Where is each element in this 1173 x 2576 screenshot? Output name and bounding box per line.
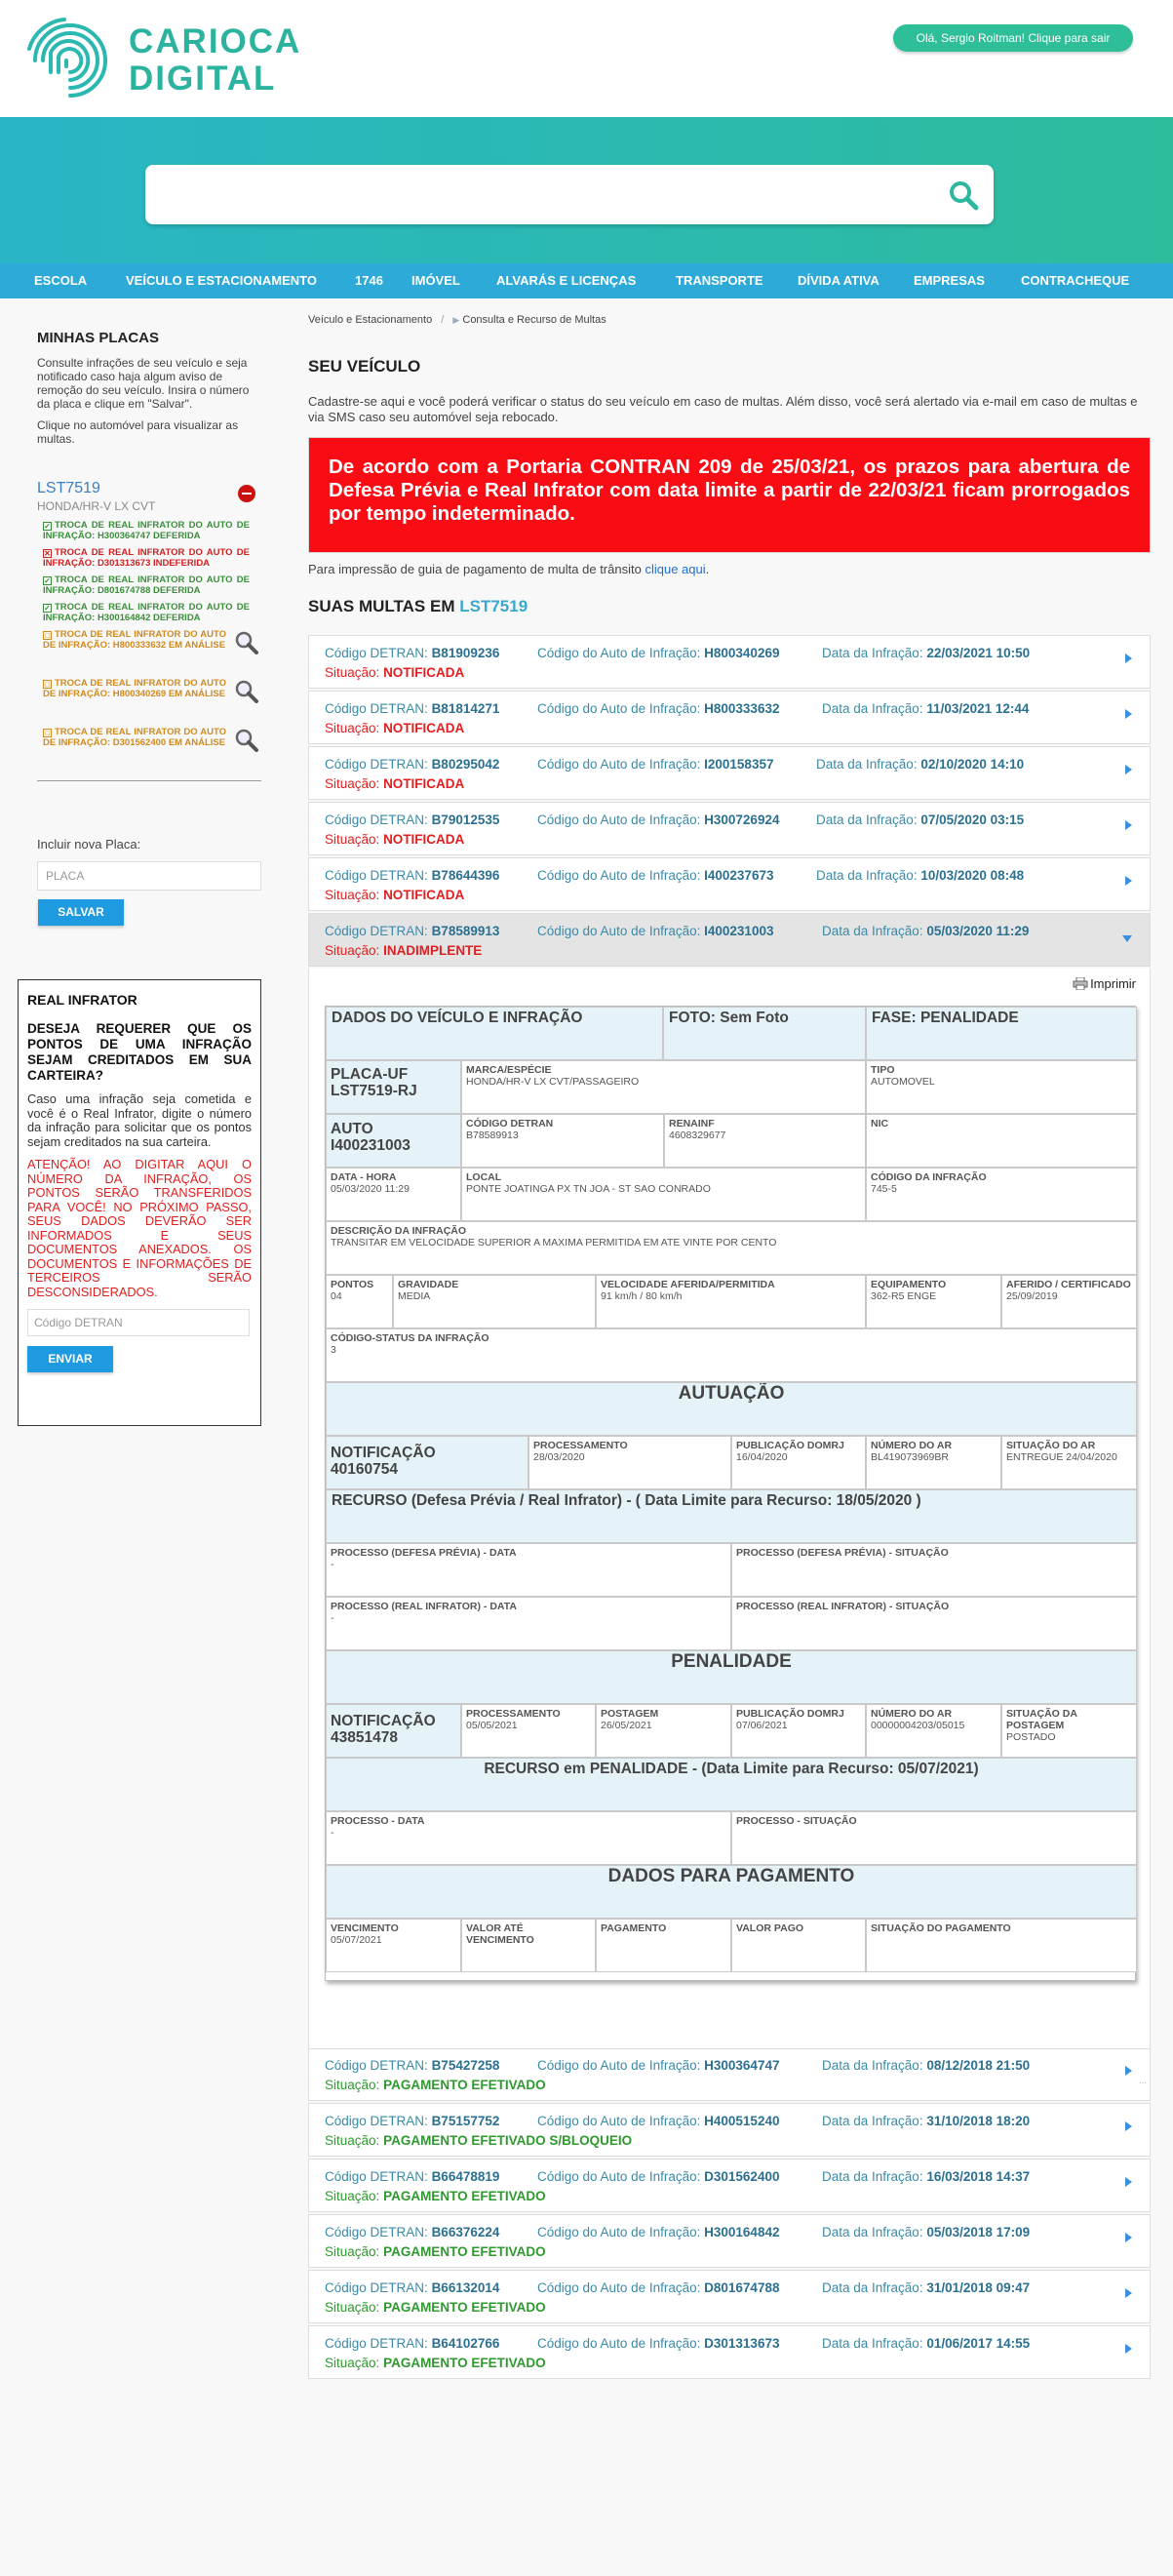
fine-detail-table bbox=[325, 1006, 1136, 1981]
venc-label: VENCIMENTO bbox=[331, 1922, 399, 1934]
spost-cell bbox=[1001, 1704, 1137, 1758]
real-infrator-question: DESEJA REQUERER QUE OS PONTOS DE UMA INFRAÇÃO SEJAM CREDITADOS EM SUA CARTEIRA? bbox=[27, 1021, 252, 1083]
fine-date: Data da Infração: 01/06/2017 14:55 bbox=[822, 2336, 1031, 2351]
header bbox=[0, 0, 1173, 117]
pdp-data-value: - bbox=[331, 1559, 334, 1570]
equip-label: EQUIPAMENTO bbox=[871, 1279, 947, 1290]
expand-arrow-icon[interactable] bbox=[1125, 876, 1132, 886]
fine-auto-code: Código do Auto de Infração: H800333632 bbox=[537, 701, 780, 716]
vel-value: 91 km/h / 80 km/h bbox=[601, 1290, 683, 1302]
post-label: POSTAGEM bbox=[601, 1708, 659, 1720]
fine-auto-code: Código do Auto de Infração: H300364747 bbox=[537, 2058, 780, 2073]
heading-penalidade: PENALIDADE bbox=[326, 1650, 1137, 1704]
fine-detran-code: Código DETRAN: B81814271 bbox=[325, 701, 500, 716]
fine-status: Situação: NOTIFICADA bbox=[325, 776, 465, 791]
auto-label: AUTO bbox=[331, 1121, 373, 1137]
fine-row[interactable] bbox=[308, 2159, 1151, 2212]
detran-code-input[interactable]: Código DETRAN bbox=[27, 1309, 250, 1336]
nav-item-escola[interactable]: ESCOLA bbox=[34, 273, 88, 288]
fine-status: Situação: NOTIFICADA bbox=[325, 665, 465, 680]
check-icon: ✓ bbox=[44, 604, 51, 613]
afer-value: 25/09/2019 bbox=[1006, 1290, 1058, 1302]
nav-item-alvaras[interactable]: ALVARÁS E LICENÇAS bbox=[496, 273, 637, 288]
fine-row[interactable] bbox=[308, 2325, 1151, 2379]
local-cell bbox=[461, 1168, 866, 1221]
fine-date: Data da Infração: 05/03/2020 11:29 bbox=[822, 924, 1030, 938]
print-label: Imprimir bbox=[1090, 976, 1136, 991]
x-icon: ✕ bbox=[44, 549, 51, 558]
fine-auto-code: Código do Auto de Infração: H400515240 bbox=[537, 2114, 780, 2128]
pub2-value: 07/06/2021 bbox=[736, 1720, 788, 1731]
fine-auto-code: Código do Auto de Infração: I400237673 bbox=[537, 868, 774, 883]
nav-item-veiculo[interactable]: VEÍCULO E ESTACIONAMENTO bbox=[126, 273, 317, 288]
marca-cell bbox=[461, 1060, 866, 1114]
pdp-data-cell bbox=[326, 1543, 731, 1597]
fine-date: Data da Infração: 31/01/2018 09:47 bbox=[822, 2280, 1031, 2295]
fine-auto-code: Código do Auto de Infração: I200158357 bbox=[537, 757, 774, 772]
fine-row[interactable] bbox=[308, 857, 1151, 911]
proc-sit-label: PROCESSO - SITUAÇÃO bbox=[736, 1815, 857, 1827]
fine-row[interactable] bbox=[308, 913, 1151, 967]
fine-status: Situação: PAGAMENTO EFETIVADO bbox=[325, 2356, 546, 2370]
fine-detran-code: Código DETRAN: B66478819 bbox=[325, 2169, 500, 2184]
fine-auto-code: Código do Auto de Infração: D801674788 bbox=[537, 2280, 780, 2295]
local-label: LOCAL bbox=[466, 1171, 502, 1183]
pending-icon: □ bbox=[43, 631, 52, 640]
nar2-label: NÚMERO DO AR bbox=[871, 1708, 953, 1720]
infraction-item bbox=[43, 629, 226, 651]
infraction-item bbox=[43, 727, 226, 748]
expand-arrow-icon[interactable] bbox=[1125, 820, 1132, 830]
expand-arrow-icon[interactable] bbox=[1125, 2177, 1132, 2187]
tipo-label: TIPO bbox=[871, 1064, 895, 1076]
expand-arrow-icon[interactable] bbox=[1125, 709, 1132, 719]
proc1-value: 28/03/2020 bbox=[533, 1451, 585, 1463]
fine-auto-code: Código do Auto de Infração: I400231003 bbox=[537, 924, 774, 938]
pending-icon: □ bbox=[43, 680, 52, 689]
fine-detran-code: Código DETRAN: B80295042 bbox=[325, 757, 500, 772]
infraction-text: TROCA DE REAL INFRATOR DO AUTO DE INFRAÇÃO: D301313673 INDEFERIDA bbox=[43, 547, 250, 569]
sar1-cell bbox=[1001, 1436, 1137, 1489]
expand-arrow-icon[interactable] bbox=[1125, 2288, 1132, 2298]
nav-item-contracheque[interactable]: CONTRACHEQUE bbox=[1021, 273, 1130, 288]
magnifier-icon[interactable] bbox=[234, 728, 259, 753]
nic-label: NIC bbox=[871, 1118, 889, 1129]
afer-cell bbox=[1001, 1275, 1137, 1328]
renainf-cell bbox=[664, 1114, 866, 1168]
fine-date: Data da Infração: 02/10/2020 14:10 bbox=[816, 757, 1025, 772]
auto-value: I400231003 bbox=[331, 1137, 411, 1154]
magnifier-icon[interactable] bbox=[234, 679, 259, 704]
nav-item-empresas[interactable]: EMPRESAS bbox=[914, 273, 985, 288]
proc2-value: 05/05/2021 bbox=[466, 1720, 518, 1731]
datahora-value: 05/03/2020 11:29 bbox=[331, 1183, 410, 1195]
breadcrumb-link[interactable]: Veículo e Estacionamento bbox=[308, 314, 433, 326]
search-box bbox=[145, 165, 994, 224]
nav-item-imovel[interactable]: IMÓVEL bbox=[411, 273, 460, 288]
fines-title bbox=[308, 597, 528, 616]
fine-date: Data da Infração: 07/05/2020 03:15 bbox=[816, 812, 1025, 827]
check-icon: ✓ bbox=[44, 576, 51, 585]
proc1-label: PROCESSAMENTO bbox=[533, 1440, 628, 1451]
fine-status: Situação: PAGAMENTO EFETIVADO bbox=[325, 2078, 546, 2092]
proc-sit-cell bbox=[731, 1811, 1137, 1865]
fine-detran-code: Código DETRAN: B75427258 bbox=[325, 2058, 500, 2073]
nic-cell bbox=[866, 1114, 1137, 1168]
logout-button[interactable]: Olá, Sergio Roitman! Clique para sair bbox=[893, 24, 1133, 52]
pub1-value: 16/04/2020 bbox=[736, 1451, 788, 1463]
fine-auto-code: Código do Auto de Infração: H300726924 bbox=[537, 812, 780, 827]
nar1-value: BL419073969BR bbox=[871, 1451, 949, 1463]
expand-arrow-icon[interactable] bbox=[1125, 2066, 1132, 2076]
real-infrator-text: Caso uma infração seja cometida e você é o Real Infrator, digite o número da infração para solicitar que os pontos sejam creditados na sua carteira. bbox=[27, 1091, 252, 1149]
placa-value: LST7519-RJ bbox=[331, 1083, 417, 1099]
sidebar-title: MINHAS PLACAS bbox=[37, 330, 160, 346]
fine-detran-code: Código DETRAN: B78589913 bbox=[325, 924, 500, 938]
post-value: 26/05/2021 bbox=[601, 1720, 652, 1731]
real-infrator-box bbox=[18, 979, 261, 1426]
equip-value: 362-R5 ENGE bbox=[871, 1290, 937, 1302]
fine-status: Situação: NOTIFICADA bbox=[325, 832, 465, 847]
detran-cell bbox=[461, 1114, 664, 1168]
print-guide-end: . bbox=[705, 562, 710, 576]
pontos-cell bbox=[326, 1275, 393, 1328]
notif1-value: 40160754 bbox=[331, 1461, 398, 1478]
plate-model: HONDA/HR-V LX CVT bbox=[37, 499, 156, 513]
recurso1-heading: RECURSO (Defesa Prévia / Real Infrator) - ( Data Limite para Recurso: 18/05/2020 ) bbox=[326, 1489, 1137, 1543]
search-banner bbox=[0, 117, 1173, 263]
heading-pagamento: DADOS PARA PAGAMENTO bbox=[326, 1865, 1137, 1919]
detran-value: B78589913 bbox=[466, 1129, 519, 1141]
venc-cell bbox=[326, 1919, 461, 1972]
fine-detran-code: Código DETRAN: B64102766 bbox=[325, 2336, 500, 2351]
sar1-label: SITUAÇÃO DO AR bbox=[1006, 1440, 1096, 1451]
fine-detran-code: Código DETRAN: B75157752 bbox=[325, 2114, 500, 2128]
sidebar-intro: Consulte infrações de seu veículo e seja notificado caso haja algum aviso de remoção do seu veículo. Insira o número da placa e clique em "Salvar". bbox=[37, 356, 250, 411]
fine-detran-code: Código DETRAN: B78644396 bbox=[325, 868, 500, 883]
pag-cell bbox=[596, 1919, 731, 1972]
expand-arrow-icon[interactable] bbox=[1125, 765, 1132, 774]
heading-foto: FOTO: Sem Foto bbox=[663, 1007, 866, 1060]
grav-value: MEDIA bbox=[398, 1290, 431, 1302]
sidebar bbox=[37, 322, 261, 446]
infraction-text: TROCA DE REAL INFRATOR DO AUTO DE INFRAÇÃO: H800340269 EM ANÁLISE bbox=[43, 678, 226, 699]
fine-auto-code: Código do Auto de Infração: H300164842 bbox=[537, 2225, 780, 2239]
pri-data-label: PROCESSO (REAL INFRATOR) - DATA bbox=[331, 1601, 517, 1612]
codstat-label: CÓDIGO-STATUS DA INFRAÇÃO bbox=[331, 1332, 489, 1344]
venc-value: 05/07/2021 bbox=[331, 1934, 382, 1946]
infraction-text: TROCA DE REAL INFRATOR DO AUTO DE INFRAÇÃO: D801674788 DEFERIDA bbox=[43, 575, 250, 596]
marca-value: HONDA/HR-V LX CVT/PASSAGEIRO bbox=[466, 1076, 640, 1088]
search-icon[interactable] bbox=[947, 178, 980, 212]
logo-line-1: CARIOCA bbox=[129, 22, 302, 60]
valor-cell bbox=[461, 1919, 596, 1972]
codinf-label: CÓDIGO DA INFRAÇÃO bbox=[871, 1171, 987, 1183]
codstat-cell bbox=[326, 1328, 1137, 1382]
vpago-label: VALOR PAGO bbox=[736, 1922, 804, 1934]
fine-status: Situação: PAGAMENTO EFETIVADO bbox=[325, 2244, 546, 2259]
fine-date: Data da Infração: 10/03/2020 08:48 bbox=[816, 868, 1025, 883]
expand-arrow-icon[interactable] bbox=[1125, 654, 1132, 663]
tipo-value: AUTOMOVEL bbox=[871, 1076, 935, 1088]
print-guide-line bbox=[308, 562, 709, 576]
fine-date: Data da Infração: 05/03/2018 17:09 bbox=[822, 2225, 1031, 2239]
expand-arrow-icon[interactable] bbox=[1125, 2344, 1132, 2354]
notif2-cell bbox=[326, 1704, 461, 1758]
pdp-sit-cell bbox=[731, 1543, 1137, 1597]
renainf-value: 4608329677 bbox=[669, 1129, 726, 1141]
fine-row[interactable] bbox=[308, 635, 1151, 689]
pag-label: PAGAMENTO bbox=[601, 1922, 667, 1934]
fine-detran-code: Código DETRAN: B66376224 bbox=[325, 2225, 500, 2239]
fine-date: Data da Infração: 31/10/2018 18:20 bbox=[822, 2114, 1031, 2128]
heading-fase: FASE: PENALIDADE bbox=[866, 1007, 1137, 1060]
codinf-cell bbox=[866, 1168, 1137, 1221]
fine-row[interactable] bbox=[308, 2270, 1151, 2323]
fine-row[interactable] bbox=[308, 2047, 1151, 2101]
desc-value: TRANSITAR EM VELOCIDADE SUPERIOR A MAXIMA PERMITIDA EM ATE VINTE POR CENTO bbox=[331, 1237, 777, 1248]
grav-label: GRAVIDADE bbox=[398, 1279, 459, 1290]
logo-text[interactable] bbox=[129, 23, 301, 98]
marca-label: MARCA/ESPÉCIE bbox=[466, 1064, 552, 1076]
detran-label: CÓDIGO DETRAN bbox=[466, 1118, 554, 1129]
fine-date: Data da Infração: 11/03/2021 12:44 bbox=[822, 701, 1030, 716]
nar2-cell bbox=[866, 1704, 1001, 1758]
datahora-cell bbox=[326, 1168, 461, 1221]
datahora-label: DATA - HORA bbox=[331, 1171, 397, 1183]
page-title: SEU VEÍCULO bbox=[308, 357, 421, 376]
desc-label: DESCRIÇÃO DA INFRAÇÃO bbox=[331, 1225, 467, 1237]
notif1-label: NOTIFICAÇÃO bbox=[331, 1445, 436, 1461]
nar2-value: 00000004203/05015 bbox=[871, 1720, 965, 1731]
nar1-cell bbox=[866, 1436, 1001, 1489]
desc-cell bbox=[326, 1221, 1137, 1275]
infraction-item bbox=[43, 678, 226, 699]
expand-arrow-icon[interactable] bbox=[1125, 2121, 1132, 2131]
renainf-label: RENAINF bbox=[669, 1118, 715, 1129]
infraction-text: TROCA DE REAL INFRATOR DO AUTO DE INFRAÇÃO: H800333632 EM ANÁLISE bbox=[43, 629, 226, 651]
pdp-data-label: PROCESSO (DEFESA PRÉVIA) - DATA bbox=[331, 1547, 517, 1559]
infraction-item bbox=[43, 575, 250, 596]
fines-title-plate: LST7519 bbox=[459, 597, 528, 615]
equip-cell bbox=[866, 1275, 1001, 1328]
infraction-item bbox=[43, 602, 250, 623]
main-nav bbox=[0, 263, 1173, 298]
collapse-arrow-icon[interactable] bbox=[1122, 935, 1132, 942]
fine-status: Situação: NOTIFICADA bbox=[325, 888, 465, 902]
fine-date: Data da Infração: 08/12/2018 21:50 bbox=[822, 2058, 1031, 2073]
pending-icon: □ bbox=[43, 729, 52, 737]
breadcrumb-arrow-icon: ▶ bbox=[452, 315, 460, 325]
nav-item-1746[interactable]: 1746 bbox=[355, 273, 383, 288]
check-icon: ✓ bbox=[44, 522, 51, 531]
fine-detran-code: Código DETRAN: B66132014 bbox=[325, 2280, 500, 2295]
valor-label: VALOR ATÉ VENCIMENTO bbox=[466, 1922, 534, 1946]
pri-sit-label: PROCESSO (REAL INFRATOR) - SITUAÇÃO bbox=[736, 1601, 950, 1612]
fine-status: Situação: PAGAMENTO EFETIVADO bbox=[325, 2300, 546, 2315]
fingerprint-logo-icon[interactable] bbox=[25, 14, 113, 107]
fine-status: Situação: PAGAMENTO EFETIVADO S/BLOQUEIO bbox=[325, 2133, 633, 2148]
pontos-value: 04 bbox=[331, 1290, 342, 1302]
fine-date: Data da Infração: 16/03/2018 14:37 bbox=[822, 2169, 1031, 2184]
afer-label: AFERIDO / CERTIFICADO bbox=[1006, 1279, 1131, 1290]
infraction-item bbox=[43, 547, 250, 569]
fine-status: Situação: INADIMPLENTE bbox=[325, 943, 483, 958]
search-input[interactable] bbox=[161, 178, 941, 210]
tipo-cell bbox=[866, 1060, 1137, 1114]
fine-date: Data da Infração: 22/03/2021 10:50 bbox=[822, 646, 1031, 660]
proc2-cell bbox=[461, 1704, 596, 1758]
proc-data-value: - bbox=[331, 1827, 334, 1839]
notif2-label: NOTIFICAÇÃO bbox=[331, 1713, 436, 1729]
pub2-cell bbox=[731, 1704, 866, 1758]
printer-icon bbox=[1073, 977, 1088, 990]
logo-line-2: DIGITAL bbox=[129, 59, 277, 98]
notif2-value: 43851478 bbox=[331, 1729, 398, 1746]
nav-item-divida-ativa[interactable]: DÍVIDA ATIVA bbox=[798, 273, 880, 288]
proc-data-cell bbox=[326, 1811, 731, 1865]
grav-cell bbox=[393, 1275, 596, 1328]
pontos-label: PONTOS bbox=[331, 1279, 374, 1290]
real-infrator-warning: ATENÇÃO! AO DIGITAR AQUI O NÚMERO DA INFRAÇÃO, OS PONTOS SERÃO TRANSFERIDOS PARA VOCÊ! NO PRÓXIMO PASSO, SEUS DADOS DEVERÃO SER INFORMADOS E SEUS DOCUMENTOS ANEXADOS. OS DOCUMENTOS E INFORMAÇÕES DE TERCEIROS SERÃO DESCONSIDERADOS. bbox=[27, 1157, 252, 1299]
fine-status: Situação: PAGAMENTO EFETIVADO bbox=[325, 2189, 546, 2203]
breadcrumb-separator: / bbox=[441, 314, 445, 326]
nav-item-transporte[interactable]: TRANSPORTE bbox=[676, 273, 763, 288]
placa-cell bbox=[326, 1060, 461, 1114]
pub2-label: PUBLICAÇÃO DOMRJ bbox=[736, 1708, 844, 1720]
remove-plate-icon[interactable] bbox=[238, 485, 255, 502]
recurso2-heading: RECURSO em PENALIDADE - (Data Limite para Recurso: 05/07/2021) bbox=[326, 1758, 1137, 1811]
real-infrator-title: REAL INFRATOR bbox=[27, 992, 137, 1008]
fine-detran-code: Código DETRAN: B81909236 bbox=[325, 646, 500, 660]
spag-cell bbox=[866, 1919, 1137, 1972]
codinf-value: 745-5 bbox=[871, 1183, 897, 1195]
vel-label: VELOCIDADE AFERIDA/PERMITIDA bbox=[601, 1279, 775, 1290]
fine-auto-code: Código do Auto de Infração: D301562400 bbox=[537, 2169, 780, 2184]
pri-data-cell bbox=[326, 1597, 731, 1650]
spost-label: SITUAÇÃO DA POSTAGEM bbox=[1006, 1708, 1077, 1731]
footer-dots: ... bbox=[1139, 2076, 1148, 2086]
fine-row[interactable] bbox=[308, 746, 1151, 800]
magnifier-icon[interactable] bbox=[234, 630, 259, 655]
proc1-cell bbox=[528, 1436, 731, 1489]
notif1-cell bbox=[326, 1436, 528, 1489]
fine-row[interactable] bbox=[308, 2103, 1151, 2157]
fine-detail-panel bbox=[308, 969, 1151, 2049]
print-guide-link[interactable]: clique aqui bbox=[645, 562, 706, 576]
pub1-cell bbox=[731, 1436, 866, 1489]
vpago-cell bbox=[731, 1919, 866, 1972]
breadcrumb bbox=[308, 314, 606, 326]
save-plate-button[interactable]: SALVAR bbox=[38, 899, 124, 926]
fine-auto-code: Código do Auto de Infração: D301313673 bbox=[537, 2336, 780, 2351]
fine-row[interactable] bbox=[308, 802, 1151, 855]
infraction-text: TROCA DE REAL INFRATOR DO AUTO DE INFRAÇÃO: H300364747 DEFERIDA bbox=[43, 520, 250, 541]
fine-detran-code: Código DETRAN: B79012535 bbox=[325, 812, 500, 827]
fines-title-text: SUAS MULTAS EM bbox=[308, 597, 455, 615]
heading-autuacao: AUTUAÇÃO bbox=[326, 1382, 1137, 1436]
pri-data-value: - bbox=[331, 1612, 334, 1624]
sidebar-divider bbox=[37, 780, 261, 781]
print-guide-text: Para impressão de guia de pagamento de multa de trânsito bbox=[308, 562, 642, 576]
nar1-label: NÚMERO DO AR bbox=[871, 1440, 953, 1451]
sar1-value: ENTREGUE 24/04/2020 bbox=[1006, 1451, 1117, 1463]
fine-auto-code: Código do Auto de Infração: H800340269 bbox=[537, 646, 780, 660]
breadcrumb-current: Consulta e Recurso de Multas bbox=[462, 314, 606, 326]
fine-row[interactable] bbox=[308, 691, 1151, 744]
send-button[interactable]: ENVIAR bbox=[27, 1346, 113, 1372]
page-intro: Cadastre-se aqui e você poderá verificar o status do seu veículo em caso de multas. Além disso, você será alertado via e-mail em caso de multas e via SMS caso seu automóvel seja rebocado. bbox=[308, 394, 1138, 424]
proc2-label: PROCESSAMENTO bbox=[466, 1708, 561, 1720]
codstat-value: 3 bbox=[331, 1344, 336, 1356]
infraction-text: TROCA DE REAL INFRATOR DO AUTO DE INFRAÇÃO: H300164842 DEFERIDA bbox=[43, 602, 250, 623]
vel-cell bbox=[596, 1275, 866, 1328]
pdp-sit-label: PROCESSO (DEFESA PRÉVIA) - SITUAÇÃO bbox=[736, 1547, 949, 1559]
auto-cell bbox=[326, 1114, 461, 1168]
heading-dados: DADOS DO VEÍCULO E INFRAÇÃO bbox=[326, 1007, 663, 1060]
new-plate-label: Incluir nova Placa: bbox=[37, 837, 141, 852]
local-value: PONTE JOATINGA PX TN JOA - ST SAO CONRADO bbox=[466, 1183, 711, 1195]
infraction-item bbox=[43, 520, 250, 541]
new-plate-input[interactable]: PLACA bbox=[37, 861, 261, 891]
post-cell bbox=[596, 1704, 731, 1758]
pub1-label: PUBLICAÇÃO DOMRJ bbox=[736, 1440, 844, 1451]
proc-data-label: PROCESSO - DATA bbox=[331, 1815, 425, 1827]
pri-sit-cell bbox=[731, 1597, 1137, 1650]
fine-status: Situação: NOTIFICADA bbox=[325, 721, 465, 735]
spag-label: SITUAÇÃO DO PAGAMENTO bbox=[871, 1922, 1011, 1934]
infraction-text: TROCA DE REAL INFRATOR DO AUTO DE INFRAÇÃO: D301562400 EM ANÁLISE bbox=[43, 727, 226, 748]
placa-label: PLACA-UF bbox=[331, 1066, 409, 1083]
spost-value: POSTADO bbox=[1006, 1731, 1056, 1743]
print-button[interactable] bbox=[1073, 976, 1136, 991]
contran-alert: De acordo com a Portaria CONTRAN 209 de 25/03/21, os prazos para abertura de Defesa Prévia e Real Infrator com data limite a partir de 22/03/21 ficam prorrogados por tempo indeterminado. bbox=[308, 437, 1151, 553]
expand-arrow-icon[interactable] bbox=[1125, 2233, 1132, 2242]
fine-row[interactable] bbox=[308, 2214, 1151, 2268]
plate-link[interactable]: LST7519 bbox=[37, 480, 100, 496]
sidebar-click-hint: Clique no automóvel para visualizar as multas. bbox=[37, 418, 239, 446]
